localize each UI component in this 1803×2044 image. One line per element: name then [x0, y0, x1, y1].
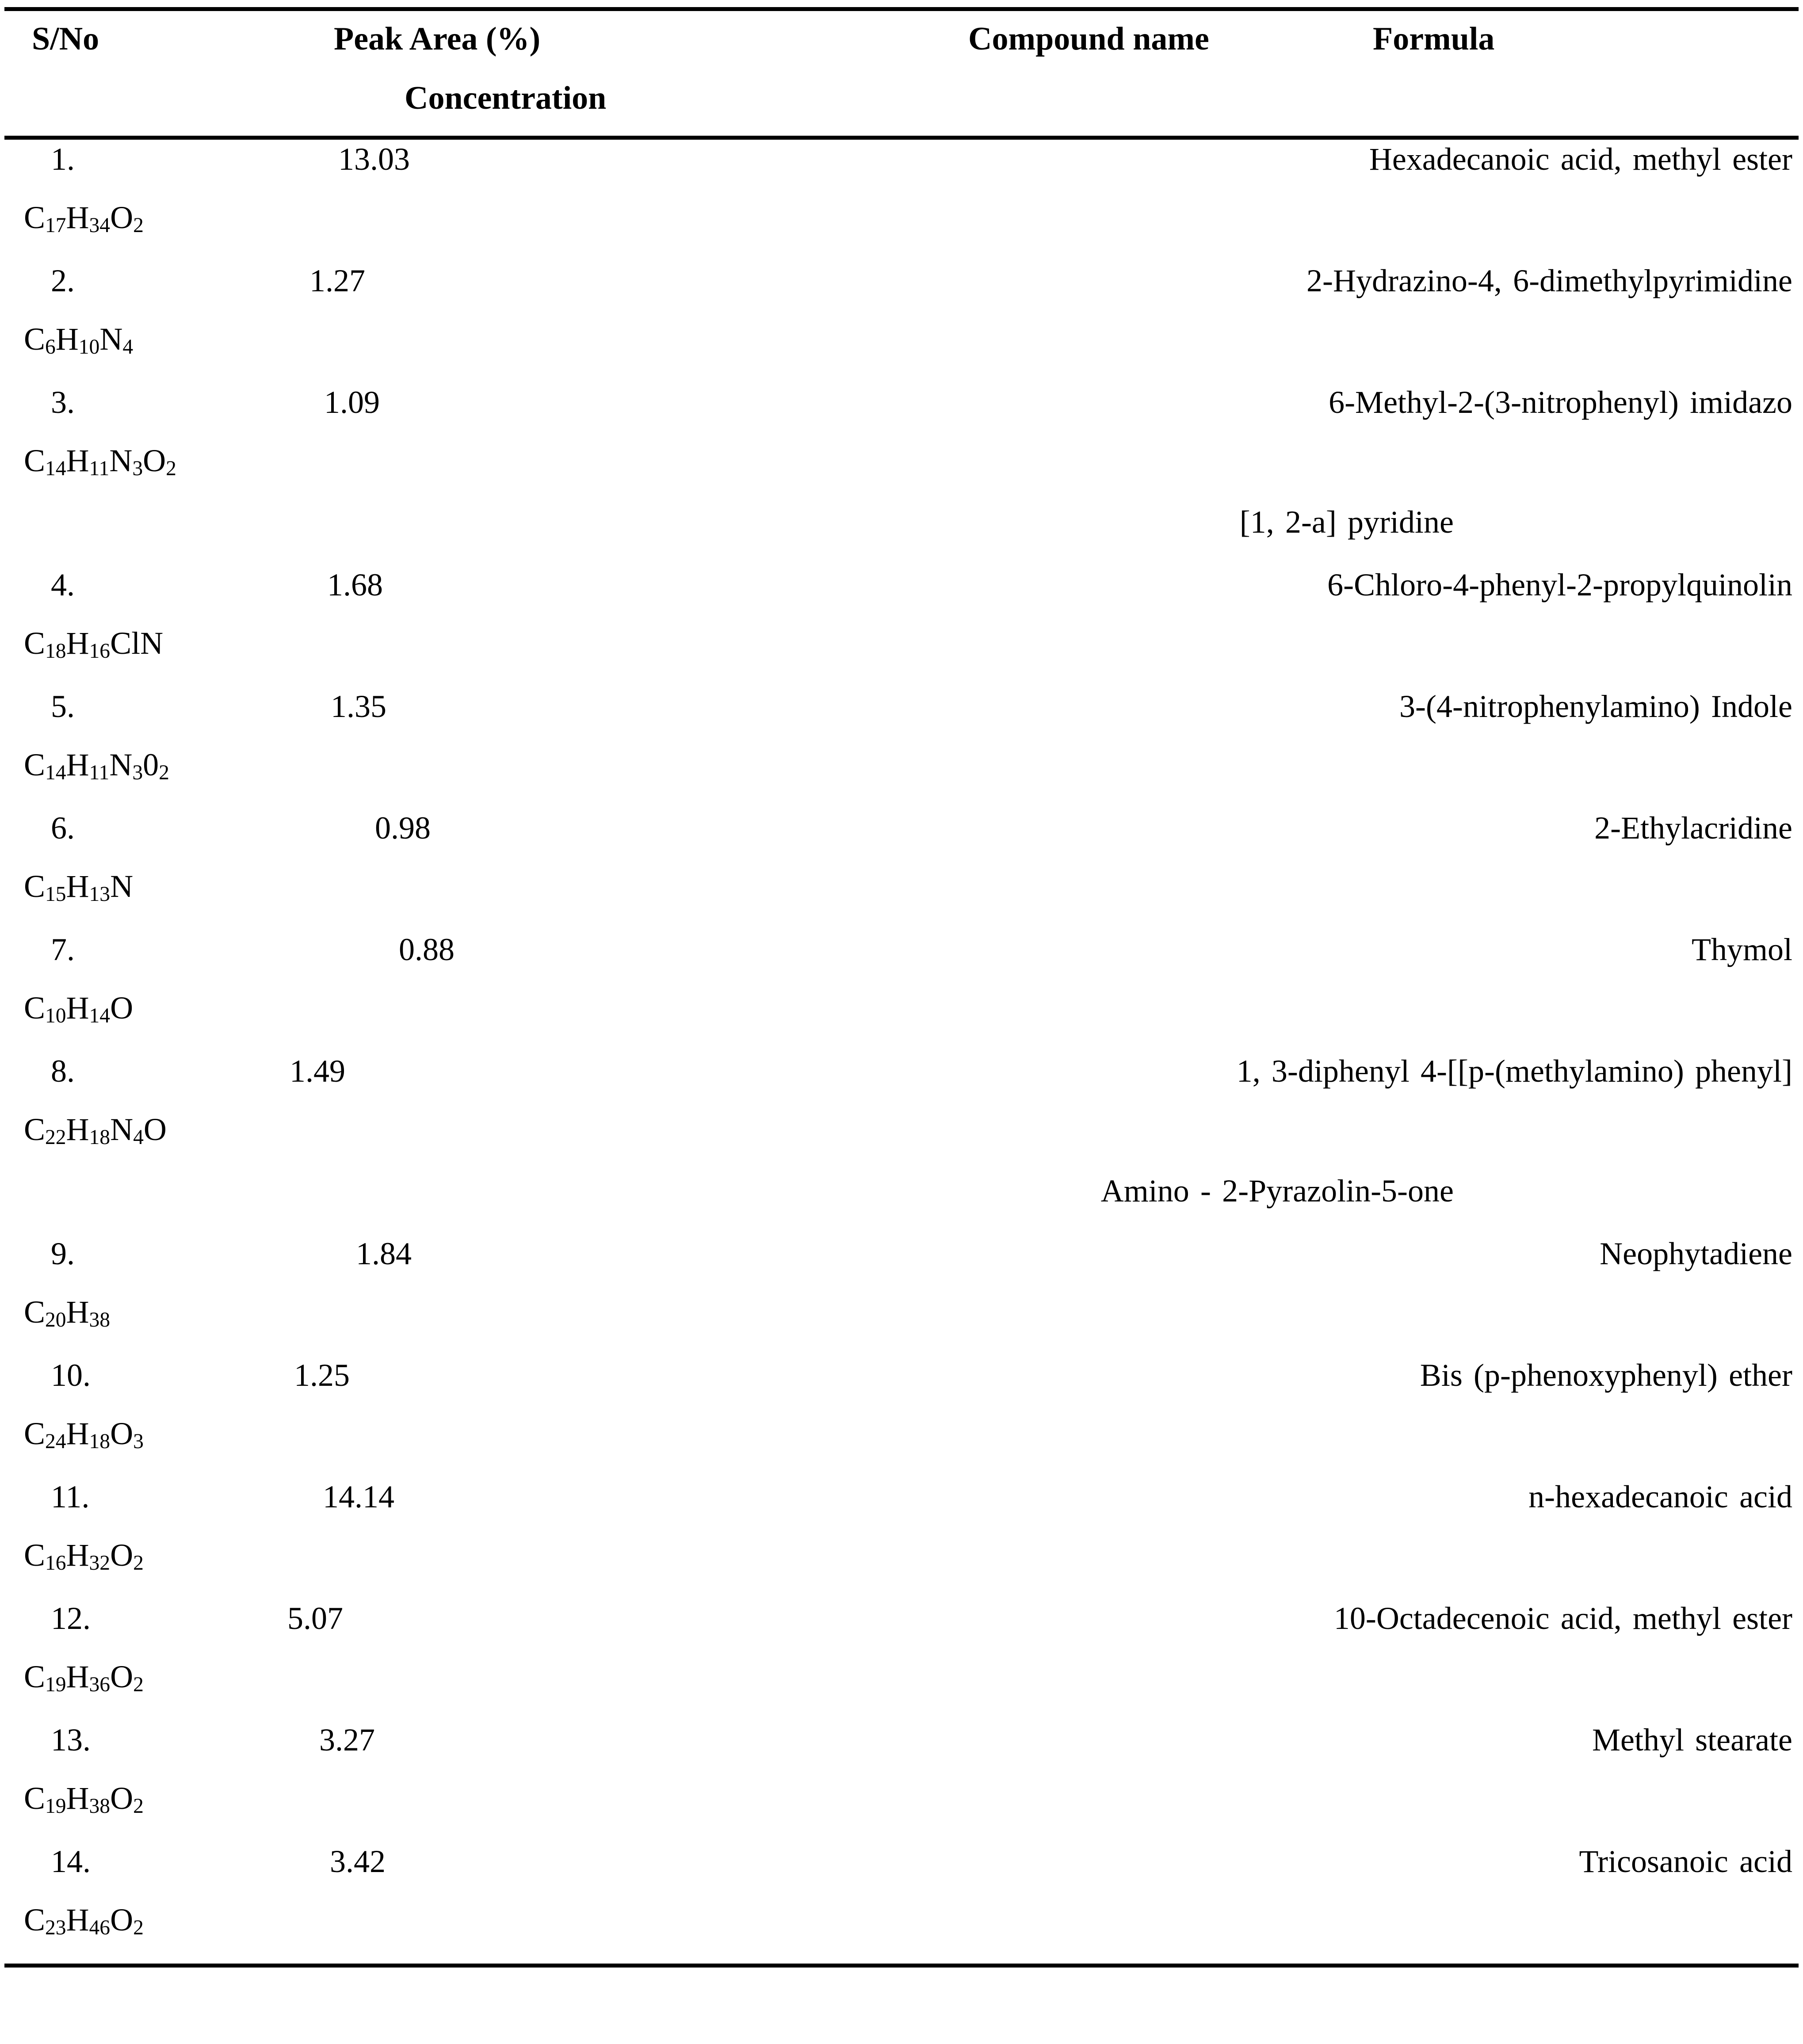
table-body [4, 140, 1799, 1964]
cell-compound-name-continued: [1, 2-a] pyridine [1239, 504, 1454, 540]
column-header-sno: S/No [32, 21, 99, 57]
cell-sno: 2. [51, 263, 75, 298]
cell-compound-name: 6-Methyl-2-(3-nitrophenyl) imidazo [1329, 385, 1792, 420]
compound-formula: $C_{16}H_{32}O_2$ [24, 1537, 144, 1575]
table-bottom-rule [4, 1964, 1799, 1968]
table-row-formula-line [4, 749, 1799, 808]
compound-formula: $C_{19}H_{38}O_2$ [24, 1781, 144, 1818]
table-row-main-line [4, 261, 1799, 323]
cell-sno: 1. [51, 141, 75, 177]
table-row [4, 140, 1799, 261]
table-row-formula-line [4, 1114, 1799, 1173]
cell-compound-name: 6-Chloro-4-phenyl-2-propylquinolin [1327, 567, 1792, 603]
column-header-concentration: Concentration [405, 80, 607, 116]
cell-sno: 5. [51, 689, 75, 724]
cell-concentration: 1.25 [294, 1358, 350, 1393]
cell-sno: 4. [51, 567, 75, 603]
cell-compound-name: Neophytadiene [1600, 1236, 1792, 1271]
cell-sno: 8. [51, 1053, 75, 1089]
cell-compound-name: Hexadecanoic acid, methyl ester [1369, 141, 1792, 177]
cell-concentration: 1.49 [290, 1053, 345, 1089]
compound-formula: $C_{10}H_{14}O$ [24, 990, 134, 1027]
cell-sno: 10. [51, 1358, 91, 1393]
cell-concentration: 0.98 [375, 810, 431, 846]
cell-concentration: 5.07 [287, 1601, 343, 1636]
table-row-formula-line [4, 323, 1799, 383]
compound-formula: $C_{20}H_{38}$ [24, 1294, 111, 1331]
table-row-formula-line [4, 627, 1799, 687]
table-row [4, 1842, 1799, 1964]
table-row-continuation [4, 504, 1799, 565]
cell-sno: 9. [51, 1236, 75, 1271]
cell-concentration: 1.68 [327, 567, 383, 603]
column-header-compound-name: Compound name [968, 21, 1209, 57]
table-row-main-line [4, 1234, 1799, 1296]
cell-sno: 3. [51, 385, 75, 420]
cell-compound-name-continued: Amino - 2-Pyrazolin-5-one [1100, 1173, 1454, 1209]
cell-sno: 7. [51, 932, 75, 967]
table-row-formula-line [4, 1418, 1799, 1477]
cell-sno: 11. [51, 1479, 90, 1514]
table-header-rule [4, 136, 1799, 140]
cell-concentration: 13.03 [338, 141, 410, 177]
cell-compound-name: Methyl stearate [1592, 1722, 1792, 1758]
cell-concentration: 1.84 [356, 1236, 412, 1271]
cell-compound-name: Tricosanoic acid [1579, 1844, 1792, 1879]
cell-concentration: 14.14 [323, 1479, 394, 1514]
cell-concentration: 0.88 [399, 932, 455, 967]
cell-compound-name: 10-Octadecenoic acid, methyl ester [1333, 1601, 1792, 1636]
column-header-peak-area: Peak Area (%) [334, 21, 541, 57]
table-row [4, 1356, 1799, 1477]
table-row [4, 261, 1799, 383]
cell-sno: 13. [51, 1722, 91, 1758]
compound-formula: $C_6H_{10}N_4$ [24, 321, 134, 358]
table-row-main-line [4, 1477, 1799, 1539]
table-row-formula-line [4, 202, 1799, 261]
cell-compound-name: Thymol [1692, 932, 1792, 967]
cell-compound-name: 1, 3-diphenyl 4-[[p-(methylamino) phenyl] [1236, 1053, 1792, 1089]
table-row-formula-line [4, 870, 1799, 930]
cell-compound-name: 3-(4-nitrophenylamino) Indole [1399, 689, 1792, 724]
table-top-rule [4, 7, 1799, 11]
compound-formula: $C_{14}H_{11}N_3O_2$ [24, 443, 176, 480]
table-row [4, 565, 1799, 687]
cell-concentration: 1.27 [309, 263, 365, 298]
compound-formula: $C_{14}H_{11}N_30_2$ [24, 747, 169, 784]
table-row-main-line [4, 565, 1799, 627]
compound-formula: $C_{23}H_{46}O_2$ [24, 1902, 144, 1939]
cell-compound-name: 2-Ethylacridine [1594, 810, 1792, 846]
table-row-main-line [4, 1720, 1799, 1782]
cell-sno: 14. [51, 1844, 91, 1879]
table-row [4, 808, 1799, 930]
cell-concentration: 1.35 [331, 689, 386, 724]
table-row-formula-line [4, 1904, 1799, 1964]
table-row-main-line [4, 687, 1799, 749]
table-row [4, 1599, 1799, 1720]
table-row-formula-line [4, 992, 1799, 1052]
cell-concentration: 3.27 [319, 1722, 375, 1758]
table-row-formula-line [4, 1782, 1799, 1842]
table-row [4, 1234, 1799, 1356]
table-row-formula-line [4, 1661, 1799, 1720]
compound-formula: $C_{19}H_{36}O_2$ [24, 1659, 144, 1696]
compound-formula: $C_{17}H_{34}O_2$ [24, 200, 144, 237]
table-row [4, 1477, 1799, 1599]
table-row [4, 687, 1799, 808]
table-row-main-line [4, 1599, 1799, 1661]
table-row-main-line [4, 1842, 1799, 1904]
document-page [0, 7, 1803, 2044]
table-row [4, 1720, 1799, 1842]
table-row-main-line [4, 808, 1799, 870]
compound-formula: $C_{18}H_{16}ClN$ [24, 625, 164, 663]
compound-formula: $C_{15}H_{13}N$ [24, 869, 134, 906]
table-row [4, 930, 1799, 1052]
cell-concentration: 1.09 [324, 385, 380, 420]
table-row-main-line [4, 1356, 1799, 1418]
cell-compound-name: Bis (p-phenoxyphenyl) ether [1420, 1358, 1792, 1393]
cell-concentration: 3.42 [330, 1844, 386, 1879]
table-row-main-line [4, 1052, 1799, 1114]
table-row [4, 383, 1799, 504]
table-row-formula-line [4, 1539, 1799, 1599]
table-row-continuation [4, 1173, 1799, 1234]
compound-formula: $C_{24}H_{18}O_3$ [24, 1416, 144, 1453]
table-row-main-line [4, 383, 1799, 445]
cell-sno: 12. [51, 1601, 91, 1636]
table-row-formula-line [4, 1296, 1799, 1356]
table-header [4, 11, 1799, 136]
table-row-main-line [4, 140, 1799, 202]
table-row [4, 1052, 1799, 1173]
table-row-main-line [4, 930, 1799, 992]
compound-formula: $C_{22}H_{18}N_4O$ [24, 1112, 167, 1149]
cell-compound-name: 2-Hydrazino-4, 6-dimethylpyrimidine [1306, 263, 1792, 298]
table-row-formula-line [4, 445, 1799, 504]
cell-sno: 6. [51, 810, 75, 846]
column-header-formula: Formula [1373, 21, 1495, 57]
cell-compound-name: n-hexadecanoic acid [1528, 1479, 1792, 1514]
